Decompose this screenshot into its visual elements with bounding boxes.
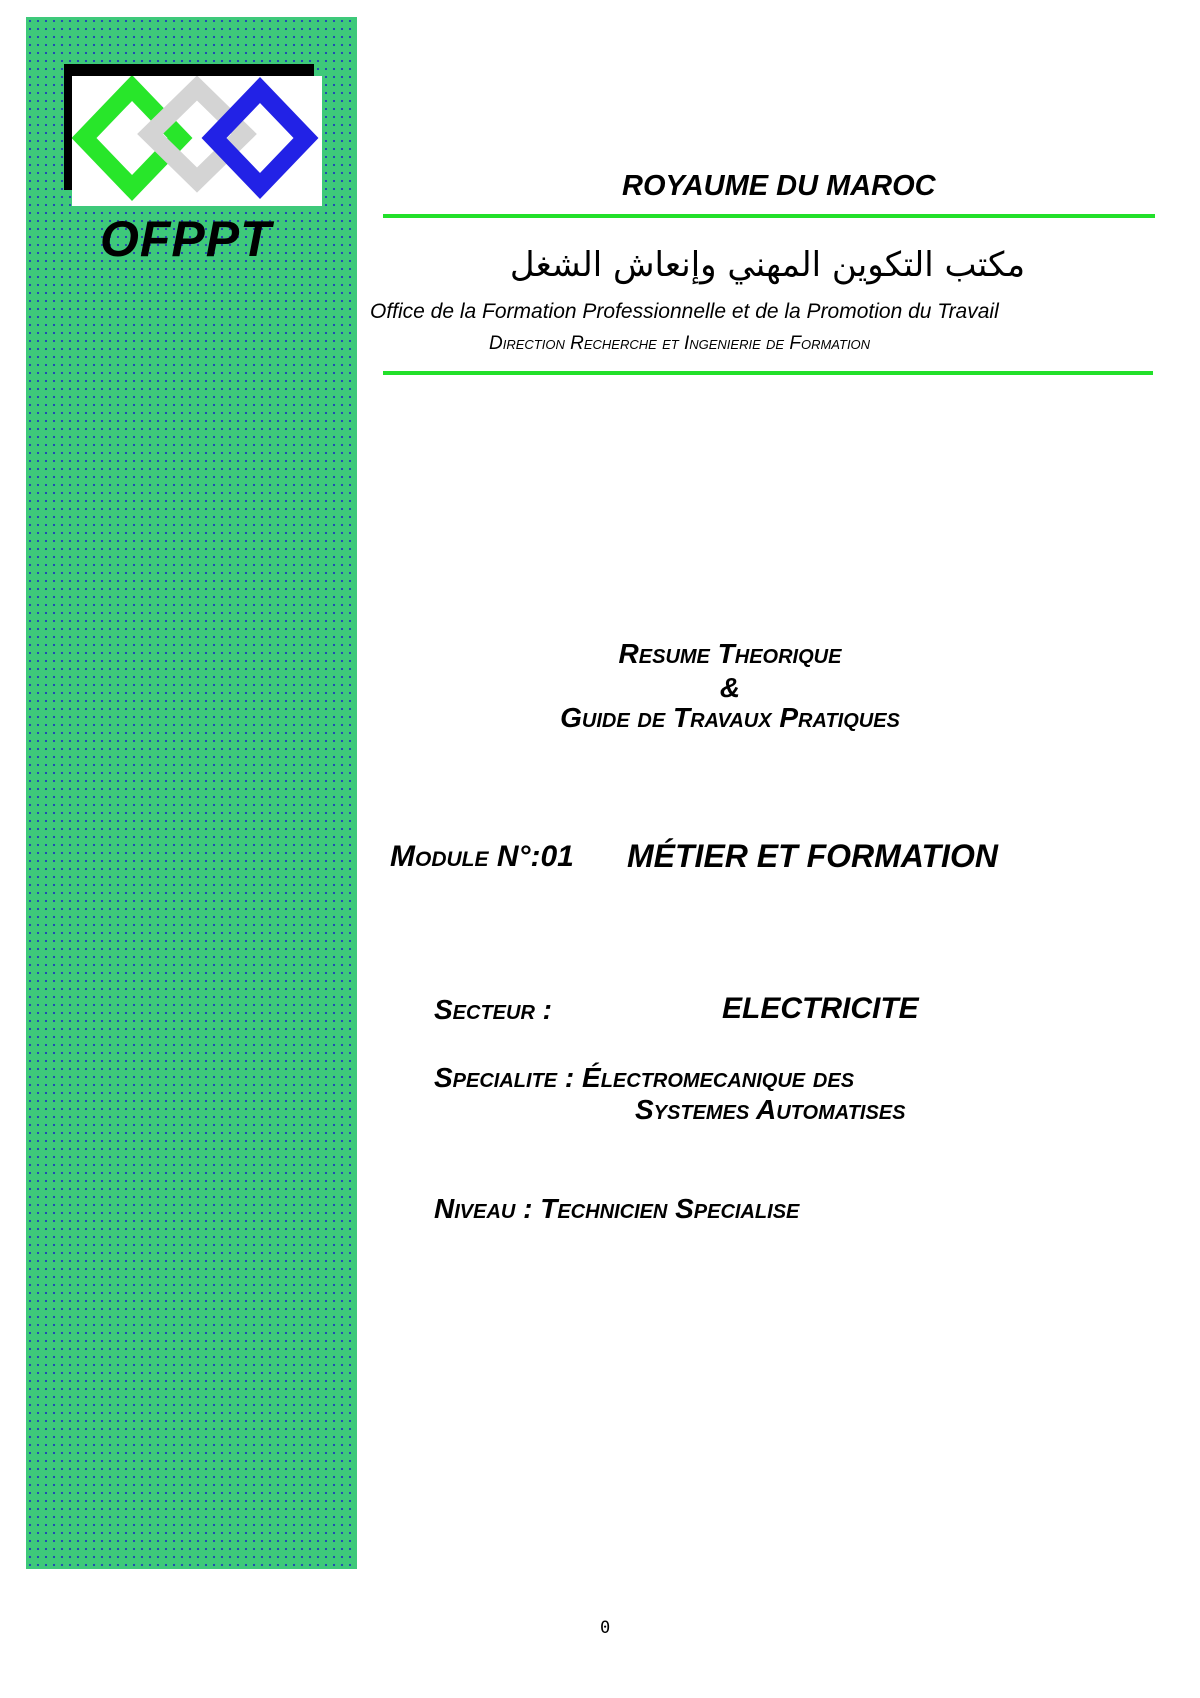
office-name: Office de la Formation Professionnelle et de la Promotion du Travail [370, 300, 999, 323]
page-number: 0 [600, 1618, 611, 1638]
interlocking-diamonds-icon [72, 76, 322, 206]
niveau-value: Technicien Specialise [540, 1193, 800, 1224]
direction-name: Direction Recherche et Ingenierie de Formation [489, 333, 871, 354]
secteur-label: Secteur : [434, 994, 553, 1025]
resume-heading: Resume Theorique [618, 638, 842, 669]
bottom-rule [383, 371, 1153, 375]
guide-heading: Guide de Travaux Pratiques [560, 702, 900, 733]
niveau-label: Niveau : [434, 1193, 533, 1224]
secteur-value: ELECTRICITE [722, 992, 919, 1025]
top-rule [383, 214, 1155, 218]
specialite-label-line [434, 1062, 854, 1094]
module-title: MÉTIER ET FORMATION [627, 838, 998, 874]
niveau-line [434, 1193, 799, 1225]
kingdom-title: ROYAUME DU MAROC [622, 170, 936, 202]
specialite-value-1: Électromecanique des [582, 1062, 855, 1093]
module-label: Module N°:01 [390, 840, 574, 873]
ofppt-logo [64, 64, 320, 206]
ampersand: & [719, 672, 741, 703]
brand-name: OFPPT [100, 211, 272, 267]
specialite-label: Specialite : [434, 1062, 575, 1093]
arabic-title: مكتب التكوين المهني وإنعاش الشغل [509, 245, 1026, 285]
specialite-value-2: Systemes Automatises [635, 1094, 906, 1125]
